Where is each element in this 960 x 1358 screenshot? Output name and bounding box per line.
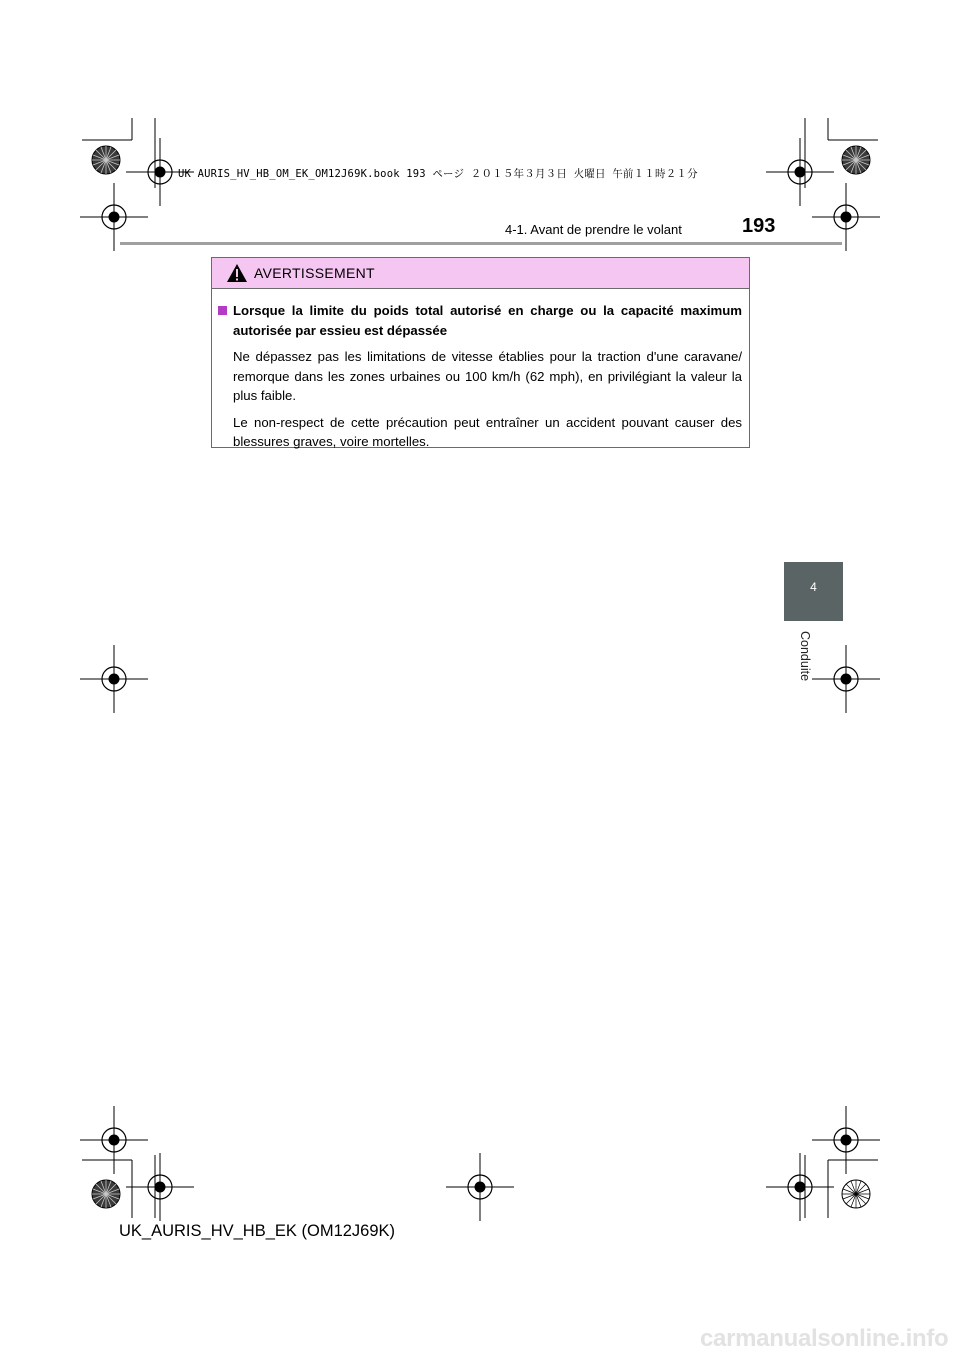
color-target-icon <box>842 146 870 174</box>
warning-paragraph: Le non-respect de cette précaution peut entraîner un accident pouvant causer des blessures graves, voire mortelles. <box>233 414 742 449</box>
registration-mark-icon <box>766 1153 834 1221</box>
header-rule <box>120 242 842 245</box>
warning-item <box>218 301 742 340</box>
warning-body <box>212 289 749 452</box>
color-target-icon <box>92 146 120 174</box>
manual-code: UK_AURIS_HV_HB_EK (OM12J69K) <box>119 1222 396 1240</box>
registration-mark-icon <box>80 1106 148 1174</box>
color-target-icon <box>842 1180 870 1208</box>
warning-header <box>212 258 749 289</box>
registration-mark-icon <box>80 645 148 713</box>
printer-slug: UK AURIS_HV_HB_OM_EK_OM12J69K.book 193 ページ ２０１５年３月３日 火曜日 午前１１時２１分 <box>178 168 698 180</box>
warning-triangle-icon <box>226 263 248 283</box>
warning-box <box>211 257 750 448</box>
registration-mark-icon <box>812 183 880 251</box>
registration-mark-icon <box>812 1106 880 1174</box>
watermark: carmanualsonline.info <box>700 1325 949 1352</box>
registration-mark-icon <box>812 645 880 713</box>
chapter-label: Conduite <box>798 631 812 682</box>
chapter-number: 4 <box>810 580 817 594</box>
chapter-tab <box>784 562 843 621</box>
warning-title: AVERTISSEMENT <box>254 265 375 281</box>
warning-paragraph: Ne dépassez pas les limitations de vitesse établies pour la traction d'une caravane/ remorque dans les zones urbaines ou 100 km/h (62 mph), en privilégiant la valeur la plus faible. <box>233 349 742 403</box>
registration-mark-icon <box>446 1153 514 1221</box>
bullet-square-icon <box>218 306 227 315</box>
section-header: 4-1. Avant de prendre le volant <box>505 222 682 237</box>
color-target-icon <box>92 1180 120 1208</box>
registration-mark-icon <box>126 1153 194 1221</box>
registration-mark-icon <box>766 138 834 206</box>
page-number: 193 <box>742 215 776 237</box>
registration-mark-icon <box>80 183 148 251</box>
warning-item-title: Lorsque la limite du poids total autorisé en charge ou la capacité maximum autorisée par essieu est dépassée <box>233 303 742 338</box>
